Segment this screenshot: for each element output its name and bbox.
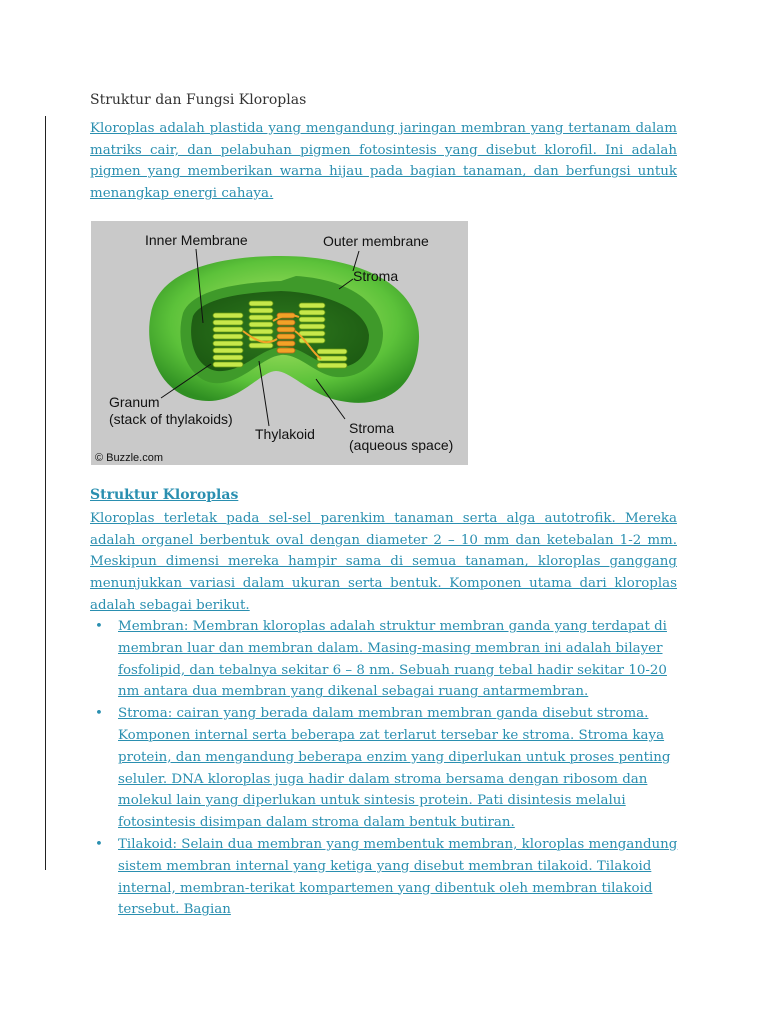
chloroplast-diagram xyxy=(91,221,468,465)
list-item-text[interactable]: Stroma: cairan yang berada dalam membran membran ganda disebut stroma. Komponen internal serta beberapa zat terlarut tersebar ke stroma. Stroma kaya protein, dan mengandung beberapa enzim yang diperlukan untuk proses penting seluler. DNA kloroplas juga hadir dalam stroma bersama dengan ribosom dan molekul lain yang diperlukan untuk sintesis protein. Pati disintesis melalui fotosintesis disimpan dalam stroma dalam bentuk butiran. xyxy=(118,706,671,831)
label-inner-membrane: Inner Membrane xyxy=(145,232,248,248)
label-stroma-top: Stroma xyxy=(353,268,399,284)
component-list xyxy=(90,616,690,921)
list-item-membran[interactable] xyxy=(90,616,690,703)
list-item-text[interactable]: Membran: Membran kloroplas adalah struktur membran ganda yang terdapat di membran luar dan membran dalam. Masing-masing membran ini adalah bilayer fosfolipid, dan tebalnya sekitar 6 – 8 nm. Sebuah ruang tebal hadir sekitar 10-20 nm antara dua membran yang dikenal sebagai ruang antarmembran. xyxy=(118,619,667,700)
list-item-stroma[interactable] xyxy=(90,703,690,834)
bullet-icon: • xyxy=(95,619,103,634)
intro-paragraph-link[interactable]: Kloroplas adalah plastida yang mengandung jaringan membran yang tertanam dalam matriks cair, dan pelabuhan pigmen fotosintesis yang disebut klorofil. Ini adalah pigmen yang memberikan warna hijau pada bagian tanaman, dan berfungsi untuk menangkap energi cahaya. xyxy=(90,121,677,202)
label-granum: Granum xyxy=(109,394,160,410)
label-stroma-note: (aqueous space) xyxy=(349,437,454,453)
figure-credit: © Buzzle.com xyxy=(95,452,164,464)
label-stroma: Stroma xyxy=(349,420,395,436)
bullet-icon: • xyxy=(95,706,103,722)
left-margin-line xyxy=(45,116,46,870)
label-outer-membrane: Outer membrane xyxy=(323,233,429,249)
list-item-text[interactable]: Tilakoid: Selain dua membran yang membentuk membran, kloroplas mengandung sistem membran internal yang ketiga yang disebut membran tilakoid. Tilakoid internal, membran-terikat kompartemen yang dibentuk oleh membran tilakoid tersebut. Bagian xyxy=(118,836,678,918)
list-item-tilakoid[interactable] xyxy=(90,834,690,921)
section-heading-link[interactable]: Struktur Kloroplas xyxy=(90,487,239,503)
bullet-icon: • xyxy=(95,836,103,852)
section-paragraph-link[interactable]: Kloroplas terletak pada sel-sel parenkim tanaman serta alga autotrofik. Mereka adalah organel berbentuk oval dengan diameter 2 – 10 mm dan ketebalan 1-2 mm. Meskipun dimensi mereka hampir sama di semua tanaman, kloroplas ganggang menunjukkan variasi dalam ukuran serta bentuk. Komponen utama dari kloroplas adalah sebagai berikut. xyxy=(90,511,677,613)
label-granum-note: (stack of thylakoids) xyxy=(109,411,233,427)
label-thylakoid: Thylakoid xyxy=(255,426,315,442)
page-title: Struktur dan Fungsi Kloroplas xyxy=(90,92,307,108)
